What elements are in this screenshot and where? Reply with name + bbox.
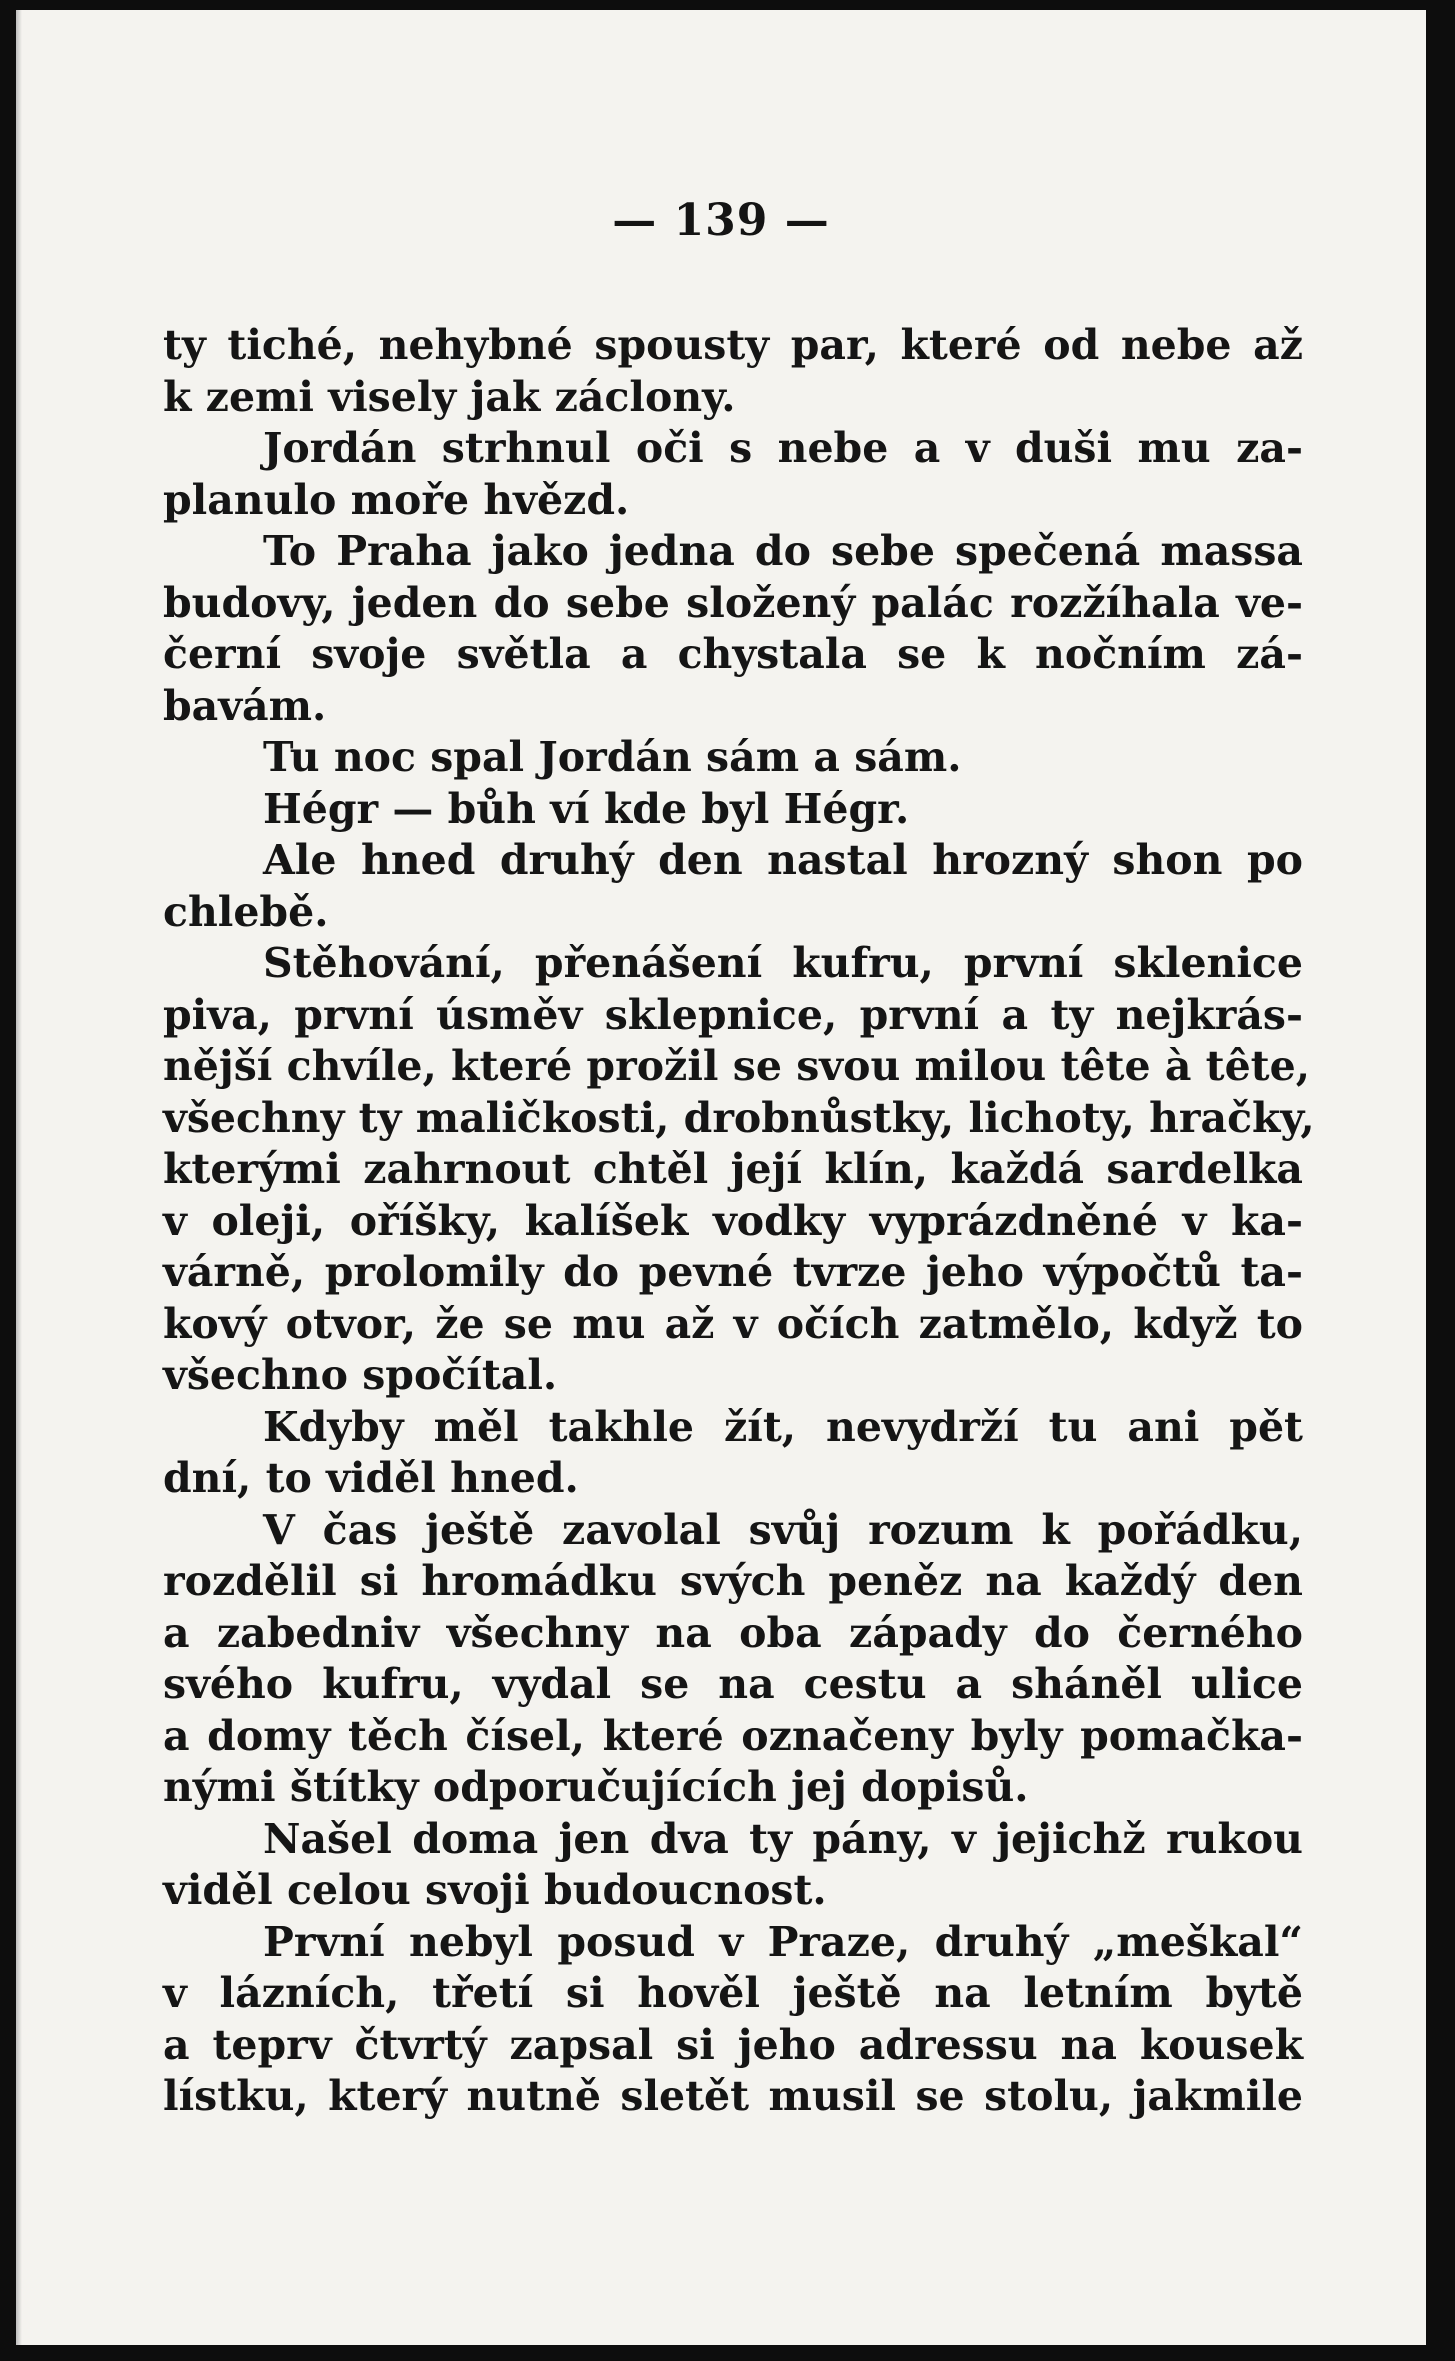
text-line: a teprv čtvrtý zapsal si jeho adressu na kousek [163, 2020, 1303, 2069]
text-line: chlebě. [163, 887, 329, 936]
text-line: v oleji, oříšky, kalíšek vodky vyprázdněné v ka- [163, 1196, 1303, 1245]
text-line: V čas ještě zavolal svůj rozum k pořádku, [263, 1505, 1303, 1554]
text-line: Ale hned druhý den nastal hrozný shon po [263, 836, 1303, 884]
text-line: všechno spočítal. [163, 1351, 558, 1399]
text-line: várně, prolomily do pevné tvrze jeho výpočtů ta- [163, 1248, 1303, 1296]
text-line: Jordán strhnul oči s nebe a v duši mu za- [263, 424, 1303, 472]
text-line: a zabedniv všechny na oba západy do černého [163, 1608, 1303, 1657]
text-line: nými štítky odporučujících jej dopisů. [163, 1763, 1029, 1811]
text-line: k zemi visely jak záclony. [163, 372, 736, 421]
book-page [16, 10, 1426, 2345]
body-text [163, 320, 1315, 2123]
text-line: První nebyl posud v Praze, druhý „meškal“ [263, 1917, 1303, 1966]
text-line: Stěhování, přenášení kufru, první sklenice [263, 939, 1303, 987]
text-line: lístku, který nutně sletět musil se stolu, jakmile [163, 2072, 1303, 2120]
text-line: Kdyby měl takhle žít, nevydrží tu ani pět [263, 1402, 1303, 1451]
text-line: svého kufru, vydal se na cestu a sháněl ulice [163, 1660, 1303, 1708]
text-line: To Praha jako jedna do sebe spečená massa [263, 527, 1303, 575]
page-number: — 139 — [612, 195, 830, 246]
text-line: Našel doma jen dva ty pány, v jejichž rukou [263, 1814, 1303, 1863]
text-line: kterými zahrnout chtěl její klín, každá sardelka [163, 1145, 1303, 1193]
text-line: a domy těch čísel, které označeny byly pomačka- [163, 1711, 1303, 1760]
text-line: bavám. [163, 681, 327, 730]
text-line: piva, první úsměv sklepnice, první a ty nejkrás- [163, 990, 1303, 1039]
text-line: budovy, jeden do sebe složený palác rozžíhala ve- [163, 578, 1303, 627]
text-line: planulo moře hvězd. [163, 475, 630, 524]
text-line: černí svoje světla a chystala se k nočním zá- [163, 630, 1303, 678]
text-line: viděl celou svoji budoucnost. [163, 1866, 827, 1914]
text-line: rozdělil si hromádku svých peněz na každý den [163, 1557, 1303, 1605]
text-line: v lázních, třetí si hověl ještě na letním bytě [163, 1969, 1303, 2017]
text-line: Hégr — bůh ví kde byl Hégr. [263, 784, 910, 833]
text-line: Tu noc spal Jordán sám a sám. [263, 733, 962, 781]
text-line: nější chvíle, které prožil se svou milou tête à tête, [163, 1042, 1310, 1090]
text-line: kový otvor, že se mu až v očích zatmělo, když to [163, 1299, 1303, 1348]
text-line: ty tiché, nehybné spousty par, které od nebe až [163, 321, 1303, 369]
text-line: dní, to viděl hned. [163, 1454, 579, 1502]
text-line: všechny ty maličkosti, drobnůstky, lichoty, hračky, [163, 1093, 1315, 1142]
